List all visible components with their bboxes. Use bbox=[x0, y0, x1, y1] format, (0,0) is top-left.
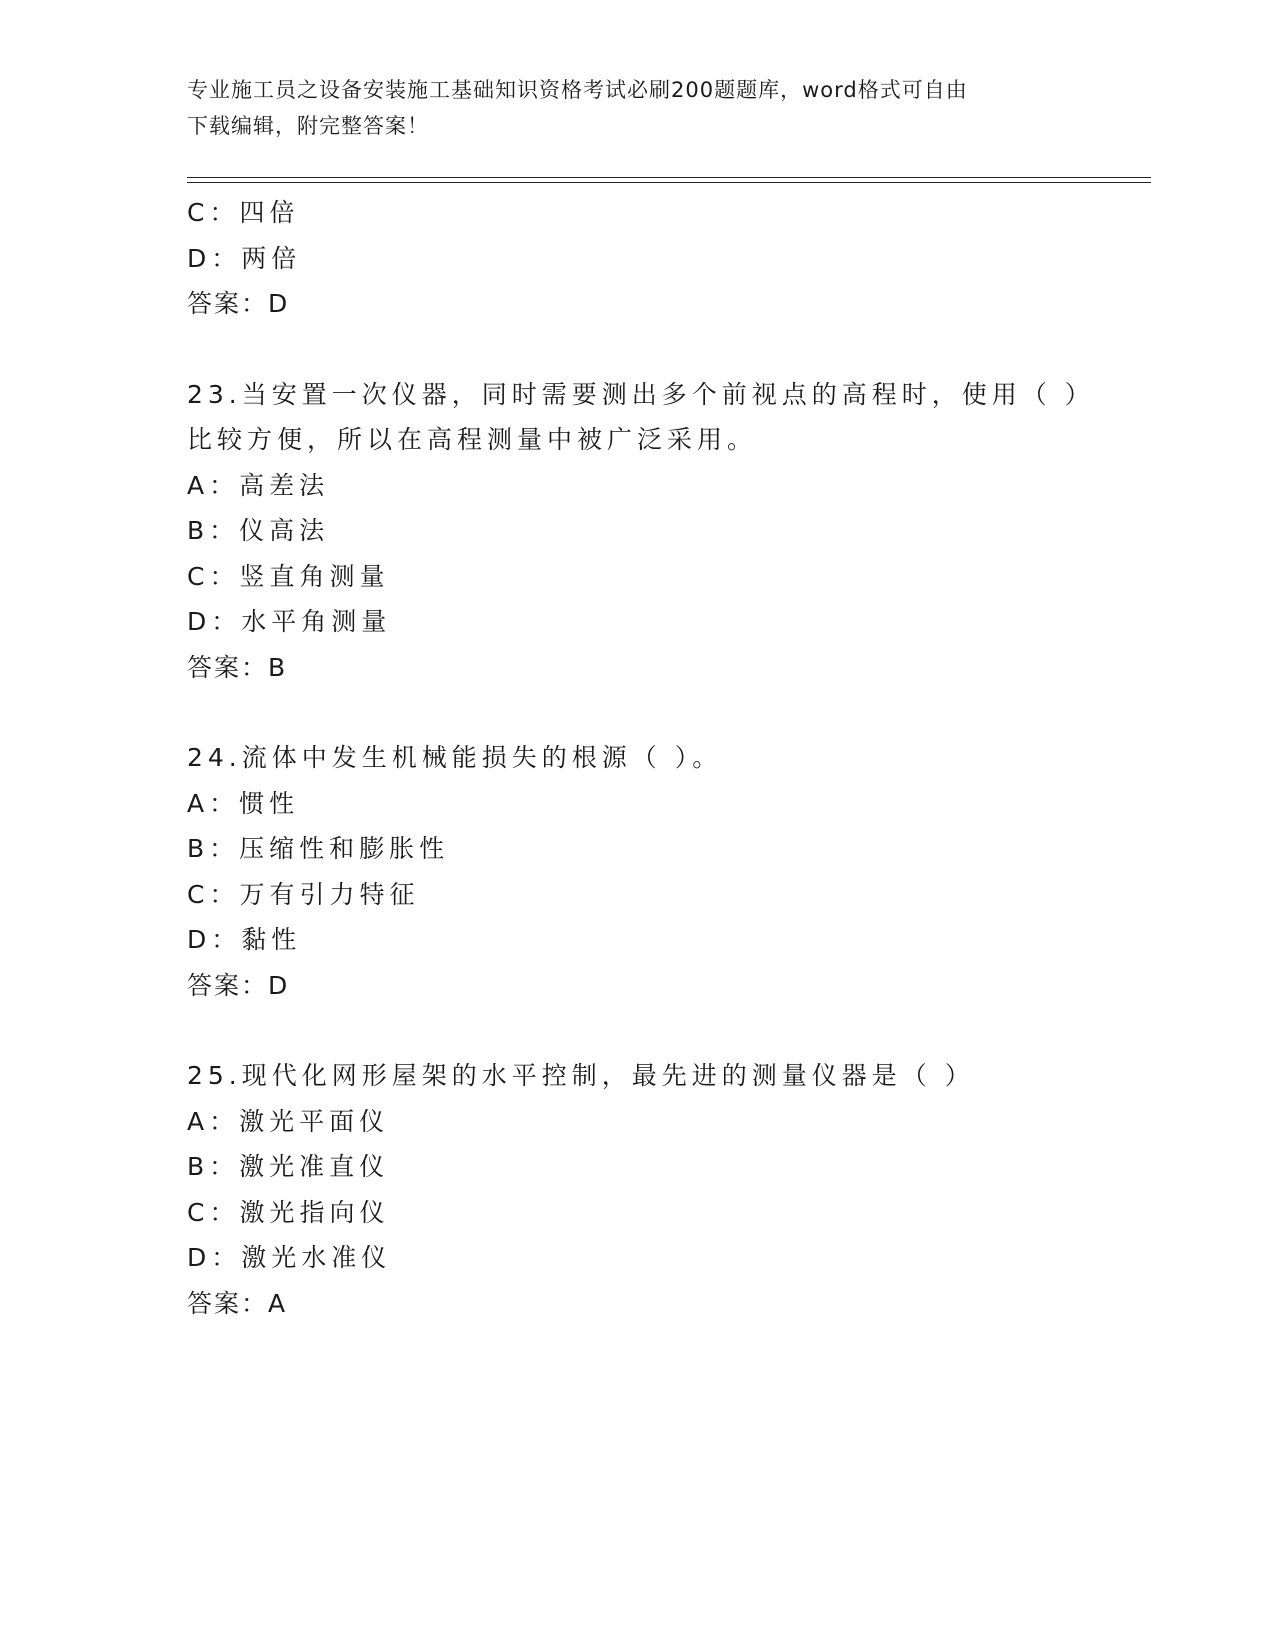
option-b: B：仪高法 bbox=[187, 516, 330, 545]
question-22-tail bbox=[187, 190, 1087, 327]
question-stem-continued: 比较方便，所以在高程测量中被广泛采用。 bbox=[187, 425, 758, 454]
spacer bbox=[187, 690, 1087, 735]
question-25 bbox=[187, 1053, 1087, 1326]
question-24 bbox=[187, 735, 1087, 1008]
question-stem: 24.流体中发生机械能损失的根源（ ）。 bbox=[187, 743, 723, 772]
header-divider-bottom bbox=[187, 182, 1151, 183]
option-a: A：高差法 bbox=[187, 470, 330, 500]
header-line-2: 下载编辑，附完整答案！ bbox=[187, 114, 429, 138]
option-b: B：激光准直仪 bbox=[187, 1152, 390, 1181]
option-d: D：黏性 bbox=[187, 925, 302, 954]
option-b: B：压缩性和膨胀性 bbox=[187, 834, 450, 863]
header-divider-top bbox=[187, 177, 1151, 178]
answer-line: 答案：A bbox=[187, 1288, 288, 1318]
option-d: D：水平角测量 bbox=[187, 607, 392, 636]
option-c: C：万有引力特征 bbox=[187, 879, 420, 909]
option-c: C：四倍 bbox=[187, 198, 300, 227]
question-23 bbox=[187, 372, 1095, 691]
question-content bbox=[187, 190, 1095, 1326]
option-d: D：两倍 bbox=[187, 243, 302, 273]
header-line-1: 专业施工员之设备安装施工基础知识资格考试必刷200题题库，word格式可自由 bbox=[187, 78, 968, 102]
document-header bbox=[187, 72, 1087, 144]
answer-line: 答案：B bbox=[187, 652, 288, 682]
option-a: A：惯性 bbox=[187, 788, 300, 818]
option-c: C：激光指向仪 bbox=[187, 1197, 390, 1227]
spacer bbox=[187, 1008, 1087, 1053]
option-a: A：激光平面仪 bbox=[187, 1106, 390, 1136]
answer-line: 答案：D bbox=[187, 970, 290, 1000]
option-d: D：激光水准仪 bbox=[187, 1243, 392, 1272]
option-c: C：竖直角测量 bbox=[187, 561, 390, 591]
question-stem: 23.当安置一次仪器，同时需要测出多个前视点的高程时，使用（ ） bbox=[187, 379, 1095, 409]
answer-line: 答案：D bbox=[187, 289, 290, 318]
spacer bbox=[187, 327, 1087, 372]
question-stem: 25.现代化网形屋架的水平控制，最先进的测量仪器是（ ） bbox=[187, 1061, 975, 1090]
